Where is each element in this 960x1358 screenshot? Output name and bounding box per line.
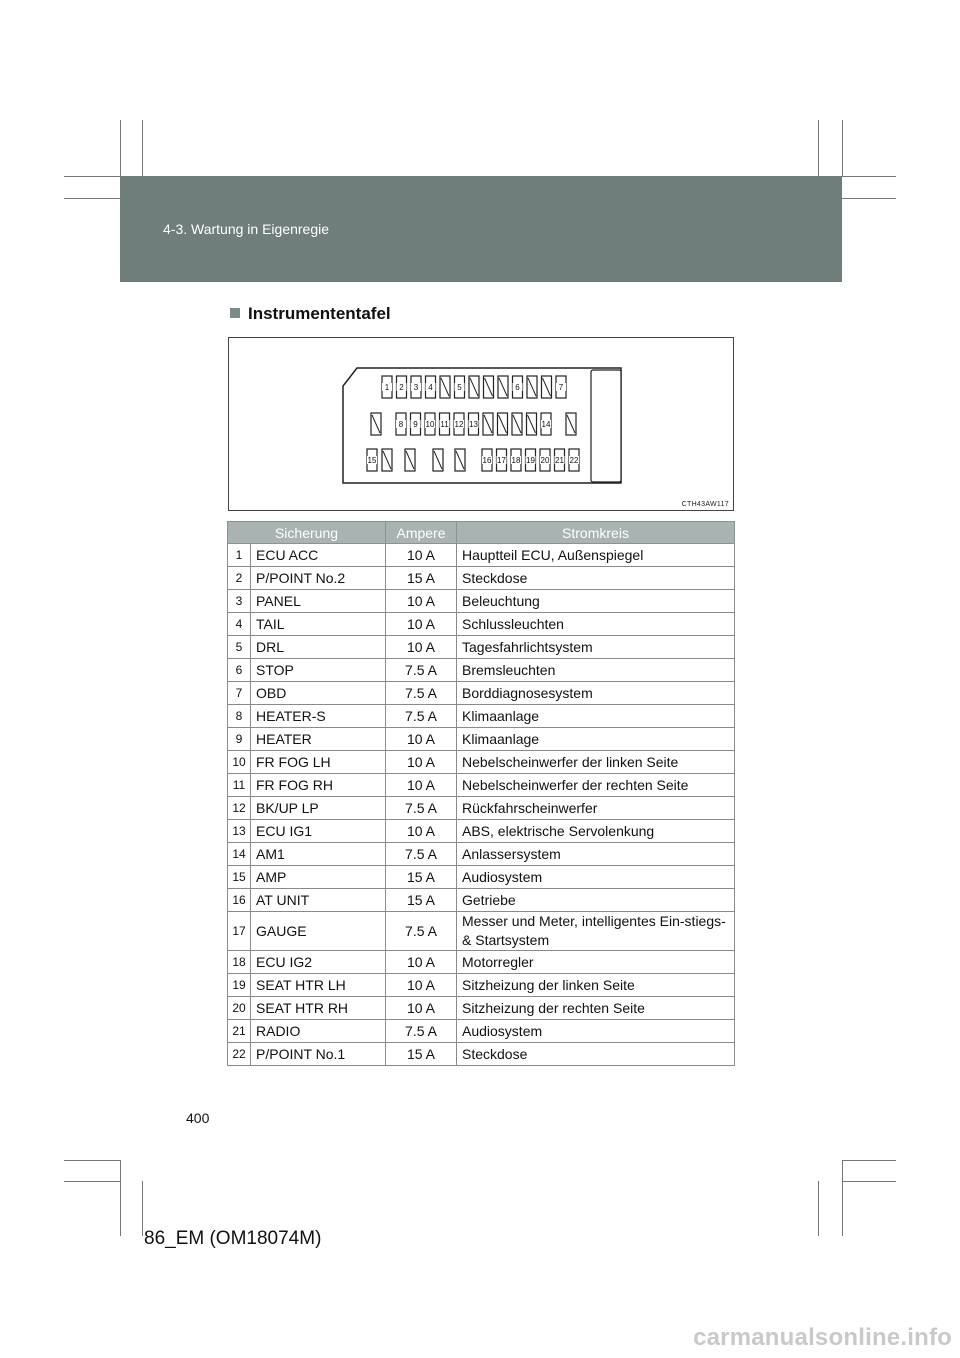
fuse-circuit: Messer und Meter, intelligentes Ein-stiegs- & Startsystem <box>457 912 735 951</box>
table-row <box>228 951 735 974</box>
fuse-slot <box>541 413 551 435</box>
spare-slot <box>382 449 392 471</box>
fuse-number: 6 <box>228 659 251 682</box>
table-row <box>228 613 735 636</box>
fuse-slot <box>411 376 421 398</box>
table-row <box>228 728 735 751</box>
fuse-ampere: 10 A <box>386 820 457 843</box>
fuse-ampere: 10 A <box>386 544 457 567</box>
fuse-ampere: 7.5 A <box>386 843 457 866</box>
table-row <box>228 567 735 590</box>
fuse-number: 9 <box>228 728 251 751</box>
fuse-circuit: Motorregler <box>457 951 735 974</box>
fuse-slot-label: 15 <box>367 456 377 465</box>
fuse-slot-label: 9 <box>413 420 418 429</box>
fuse-slot-label: 20 <box>540 456 550 465</box>
crop-mark <box>120 120 121 176</box>
fuse-slot-label: 8 <box>398 420 404 429</box>
chapter-header-title: 4-3. Wartung in Eigenregie <box>163 221 330 237</box>
spare-slot <box>455 449 465 471</box>
fuse-circuit: Klimaanlage <box>457 728 735 751</box>
table-row <box>228 544 735 567</box>
fuse-ampere: 15 A <box>386 1043 457 1066</box>
fuse-name: SEAT HTR LH <box>251 974 386 997</box>
section-title <box>230 304 391 324</box>
fuse-slot <box>540 449 550 471</box>
spare-slot <box>527 413 537 435</box>
fuse-ampere: 10 A <box>386 590 457 613</box>
fuse-number: 14 <box>228 843 251 866</box>
spare-slot <box>484 376 494 398</box>
fuse-slot <box>497 449 507 471</box>
fuse-number: 1 <box>228 544 251 567</box>
fuse-ampere: 10 A <box>386 728 457 751</box>
fuse-slot-label: 18 <box>511 456 521 465</box>
spare-slot <box>498 413 508 435</box>
fuse-slot-label: 11 <box>440 420 449 429</box>
fuse-circuit: Sitzheizung der rechten Seite <box>457 997 735 1020</box>
crop-mark <box>842 198 896 199</box>
fuse-circuit: Steckdose <box>457 1043 735 1066</box>
fuse-circuit: ABS, elektrische Servolenkung <box>457 820 735 843</box>
table-row <box>228 889 735 912</box>
crop-mark <box>842 176 896 177</box>
fuse-slot-label: 6 <box>515 383 520 392</box>
fuse-box-figure <box>228 337 734 511</box>
fuse-name: PANEL <box>251 590 386 613</box>
crop-mark <box>64 198 120 199</box>
fuse-name: P/POINT No.1 <box>251 1043 386 1066</box>
fuse-slot <box>513 376 523 398</box>
fuse-slot <box>455 376 465 398</box>
table-row <box>228 751 735 774</box>
spare-slot <box>469 376 479 398</box>
fuse-circuit: Audiosystem <box>457 866 735 889</box>
crop-mark <box>842 1181 896 1182</box>
watermark: carmanualsonline.info <box>693 1324 952 1351</box>
fuse-number: 11 <box>228 774 251 797</box>
table-header-row <box>228 522 735 544</box>
fuse-number: 15 <box>228 866 251 889</box>
table-row <box>228 590 735 613</box>
table-row <box>228 974 735 997</box>
spare-slot <box>527 376 537 398</box>
fuse-slot-label: 12 <box>454 420 464 429</box>
fuse-number: 10 <box>228 751 251 774</box>
fuse-circuit: Klimaanlage <box>457 705 735 728</box>
crop-mark <box>842 1160 896 1161</box>
fuse-circuit: Steckdose <box>457 567 735 590</box>
fuse-slot <box>482 449 492 471</box>
figure-code: CTH43AW117 <box>681 501 729 508</box>
fuse-slot <box>555 449 565 471</box>
fuse-name: OBD <box>251 682 386 705</box>
fuse-name: SEAT HTR RH <box>251 997 386 1020</box>
fuse-slot <box>556 376 566 398</box>
fuse-number: 20 <box>228 997 251 1020</box>
fuse-number: 22 <box>228 1043 251 1066</box>
fuse-name: AT UNIT <box>251 889 386 912</box>
fuse-circuit: Nebelscheinwerfer der linken Seite <box>457 751 735 774</box>
fuse-name: FR FOG RH <box>251 774 386 797</box>
table-row <box>228 659 735 682</box>
fuse-circuit: Rückfahrscheinwerfer <box>457 797 735 820</box>
fuse-name: AMP <box>251 866 386 889</box>
table-row <box>228 1043 735 1066</box>
table-row <box>228 636 735 659</box>
fuse-ampere: 10 A <box>386 751 457 774</box>
fuse-slot-label: 5 <box>457 383 462 392</box>
fuse-circuit: Audiosystem <box>457 1020 735 1043</box>
fuse-slot-label: 3 <box>413 383 419 392</box>
fuse-table <box>227 521 735 1066</box>
crop-mark <box>142 120 143 176</box>
fuse-slot <box>425 413 435 435</box>
table-row <box>228 820 735 843</box>
fuse-ampere: 10 A <box>386 974 457 997</box>
table-row <box>228 682 735 705</box>
table-row <box>228 705 735 728</box>
fuse-slot-label: 10 <box>425 420 435 429</box>
crop-mark <box>818 1181 819 1236</box>
fuse-circuit: Beleuchtung <box>457 590 735 613</box>
fuse-name: STOP <box>251 659 386 682</box>
footer-code: 86_EM (OM18074M) <box>144 1228 322 1249</box>
fuse-slot-label: 17 <box>497 456 506 465</box>
fuse-name: P/POINT No.2 <box>251 567 386 590</box>
fuse-circuit: Getriebe <box>457 889 735 912</box>
fuse-slot <box>526 449 536 471</box>
fuse-ampere: 7.5 A <box>386 797 457 820</box>
fuse-number: 3 <box>228 590 251 613</box>
fuse-name: GAUGE <box>251 912 386 951</box>
fuse-number: 8 <box>228 705 251 728</box>
crop-mark <box>818 120 819 176</box>
section-title-text: Instrumententafel <box>248 304 391 323</box>
fuse-circuit: Nebelscheinwerfer der rechten Seite <box>457 774 735 797</box>
fuse-ampere: 7.5 A <box>386 705 457 728</box>
fuse-name: TAIL <box>251 613 386 636</box>
crop-mark <box>64 1181 120 1182</box>
spare-slot <box>566 413 576 435</box>
fuse-number: 13 <box>228 820 251 843</box>
fuse-slot <box>469 413 479 435</box>
fuse-circuit: Hauptteil ECU, Außenspiegel <box>457 544 735 567</box>
table-row <box>228 1020 735 1043</box>
fuse-number: 19 <box>228 974 251 997</box>
fuse-number: 16 <box>228 889 251 912</box>
fuse-ampere: 7.5 A <box>386 1020 457 1043</box>
fuse-slot <box>396 413 406 435</box>
fuse-name: ECU IG1 <box>251 820 386 843</box>
fuse-ampere: 10 A <box>386 774 457 797</box>
col-header-circuit: Stromkreis <box>457 522 735 544</box>
fuse-slot-label: 13 <box>469 420 478 429</box>
table-row <box>228 912 735 951</box>
fuse-box-diagram <box>229 338 733 510</box>
fuse-slot <box>440 413 450 435</box>
fuse-name: ECU IG2 <box>251 951 386 974</box>
fuse-number: 2 <box>228 567 251 590</box>
fuse-slot <box>367 449 377 471</box>
fuse-name: HEATER <box>251 728 386 751</box>
fuse-slot <box>454 413 464 435</box>
col-header-fuse: Sicherung <box>228 522 386 544</box>
fuse-slot <box>382 376 392 398</box>
fuse-circuit: Anlassersystem <box>457 843 735 866</box>
crop-mark <box>842 1160 843 1236</box>
fuse-slot <box>397 376 407 398</box>
spare-slot <box>542 376 552 398</box>
fuse-slot <box>511 449 521 471</box>
fuse-name: AM1 <box>251 843 386 866</box>
fuse-ampere: 7.5 A <box>386 659 457 682</box>
fuse-number: 18 <box>228 951 251 974</box>
fuse-number: 17 <box>228 912 251 951</box>
fuse-slot-label: 14 <box>541 420 551 429</box>
fuse-slot <box>569 449 579 471</box>
fuse-circuit: Borddiagnosesystem <box>457 682 735 705</box>
spare-slot <box>433 449 443 471</box>
fuse-ampere: 7.5 A <box>386 912 457 951</box>
spare-slot <box>498 376 508 398</box>
fuse-circuit: Sitzheizung der linken Seite <box>457 974 735 997</box>
fuse-number: 12 <box>228 797 251 820</box>
fuse-ampere: 10 A <box>386 951 457 974</box>
fuse-ampere: 7.5 A <box>386 682 457 705</box>
table-row <box>228 797 735 820</box>
fuse-slot-label: 21 <box>555 456 564 465</box>
fuse-slot-label: 4 <box>428 383 433 392</box>
table-row <box>228 866 735 889</box>
crop-mark <box>64 176 120 177</box>
fuse-ampere: 10 A <box>386 636 457 659</box>
spare-slot <box>371 413 381 435</box>
fuse-slot-label: 1 <box>384 383 390 392</box>
fuse-number: 7 <box>228 682 251 705</box>
spare-slot <box>512 413 522 435</box>
crop-mark <box>64 1160 120 1161</box>
fuse-name: DRL <box>251 636 386 659</box>
crop-mark <box>142 1181 143 1236</box>
col-header-ampere: Ampere <box>386 522 457 544</box>
table-row <box>228 843 735 866</box>
page-number: 400 <box>186 1110 210 1126</box>
table-row <box>228 997 735 1020</box>
fuse-name: HEATER-S <box>251 705 386 728</box>
fuse-number: 4 <box>228 613 251 636</box>
fuse-circuit: Bremsleuchten <box>457 659 735 682</box>
fuse-slot-label: 2 <box>399 383 404 392</box>
fuse-circuit: Tagesfahrlichtsystem <box>457 636 735 659</box>
fuse-number: 5 <box>228 636 251 659</box>
fuse-name: BK/UP LP <box>251 797 386 820</box>
fuse-ampere: 10 A <box>386 997 457 1020</box>
fuse-slot <box>426 376 436 398</box>
table-row <box>228 774 735 797</box>
crop-mark <box>120 1160 121 1236</box>
spare-slot <box>440 376 450 398</box>
crop-mark <box>842 120 843 176</box>
square-bullet-icon <box>230 308 240 318</box>
fuse-number: 21 <box>228 1020 251 1043</box>
fuse-slot-label: 16 <box>482 456 492 465</box>
fuse-name: FR FOG LH <box>251 751 386 774</box>
spare-slot <box>483 413 493 435</box>
spare-slot <box>405 449 415 471</box>
fuse-slot <box>411 413 421 435</box>
fuse-circuit: Schlussleuchten <box>457 613 735 636</box>
fuse-name: ECU ACC <box>251 544 386 567</box>
fuse-slot-label: 22 <box>569 456 579 465</box>
fuse-ampere: 15 A <box>386 567 457 590</box>
fuse-ampere: 15 A <box>386 866 457 889</box>
fuse-ampere: 15 A <box>386 889 457 912</box>
fuse-slot-label: 7 <box>558 383 564 392</box>
fuse-slot-label: 19 <box>526 456 535 465</box>
fuse-ampere: 10 A <box>386 613 457 636</box>
fuse-name: RADIO <box>251 1020 386 1043</box>
